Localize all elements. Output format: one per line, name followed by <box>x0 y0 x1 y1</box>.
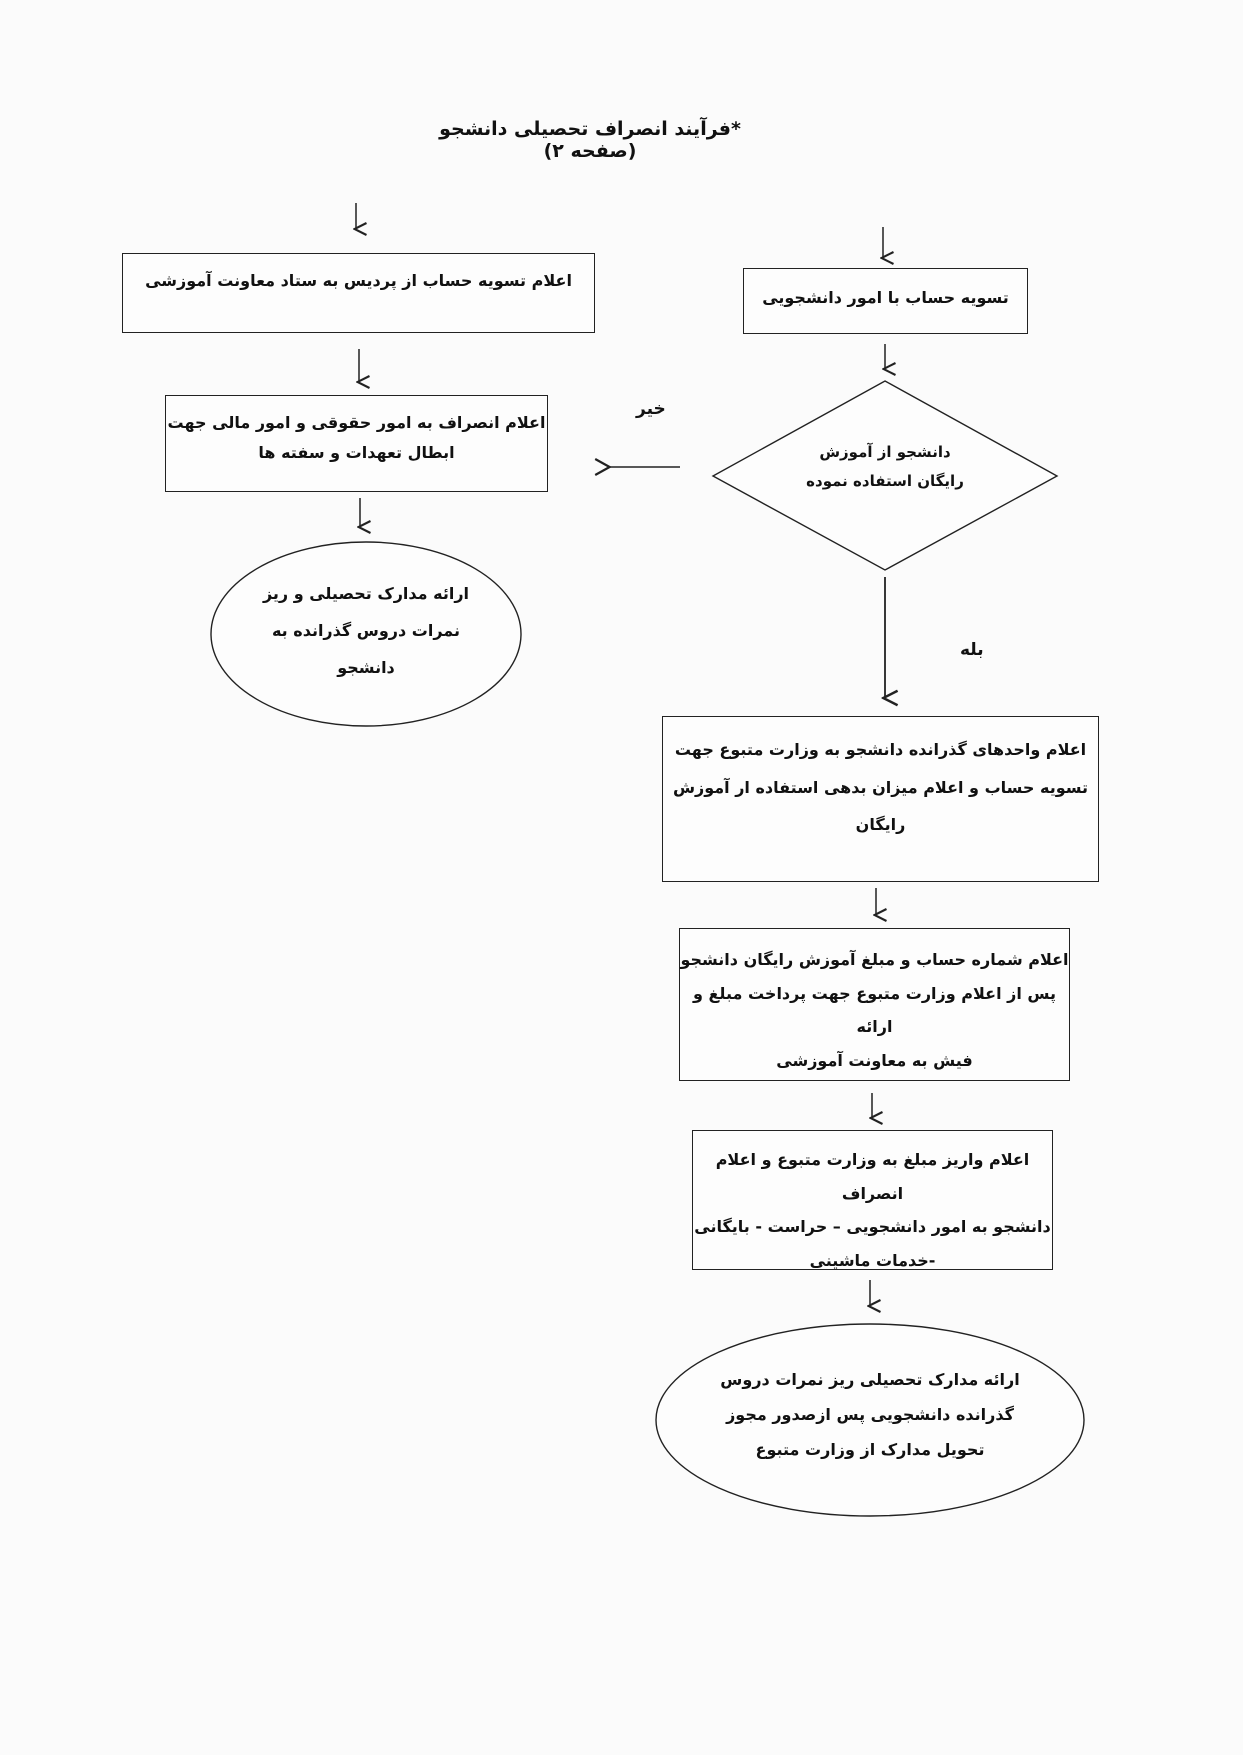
right-ellipse-line2: گذرانده دانشجویی پس ازصدور مجوز <box>726 1405 1014 1425</box>
right-box1-text: تسویه حساب با امور دانشجویی <box>762 288 1009 307</box>
right-box3-line1: اعلام شماره حساب و مبلغ آموزش رایگان دانشجو <box>680 950 1069 969</box>
left-box2-line1: اعلام انصراف به امور حقوقی و امور مالی جهت <box>167 413 546 432</box>
right-ellipse-line3: تحویل مدارک از وزارت متبوع <box>755 1440 985 1460</box>
right-box3-line2: پس از اعلام وزارت متبوع جهت پرداخت مبلغ و ارائه <box>692 983 1057 1037</box>
right-box4-line3: -خدمات ماشینی <box>809 1250 936 1270</box>
right-box-account-number <box>679 928 1070 1081</box>
right-box-student-affairs <box>743 268 1028 334</box>
no-label: خیر <box>636 399 666 419</box>
page-title: *فرآیند انصراف تحصیلی دانشجو (صفحه ۲) <box>439 118 741 162</box>
right-box4-line2: دانشجو به امور دانشجویی – حراست - بایگانی <box>694 1217 1051 1237</box>
right-box-ministry-units <box>662 716 1099 882</box>
left-box2-line2: ابطال تعهدات و سفته ها <box>258 443 455 463</box>
right-box-deposit-announcement <box>692 1130 1053 1270</box>
left-ellipse-line1: ارائه مدارک تحصیلی و ریز <box>262 584 470 603</box>
left-box-clearance-announcement <box>122 253 595 333</box>
yes-label: بله <box>960 640 984 660</box>
right-box4-line1: اعلام واریز مبلغ به وزارت متبوع و اعلام انصراف <box>715 1150 1030 1203</box>
decision-line2: رایگان استفاده نموده <box>806 472 964 491</box>
right-box2-line2: تسویه حساب و اعلام میزان بدهی استفاده ار آموزش <box>672 777 1089 797</box>
right-box2-line1: اعلام واحدهای گذرانده دانشجو به وزارت متبوع جهت <box>674 740 1087 759</box>
left-ellipse-line3: دانشجو <box>337 657 395 677</box>
left-box1-text: اعلام تسویه حساب از پردیس به ستاد معاونت آموزشی <box>145 271 572 290</box>
left-box-legal-financial <box>165 395 548 492</box>
decision-line1: دانشجو از آموزش <box>819 443 951 461</box>
right-box2-line3: رایگان <box>855 815 906 835</box>
right-ellipse-line1: ارائه مدارک تحصیلی ریز نمرات دروس <box>720 1370 1020 1389</box>
left-ellipse-text <box>236 576 496 686</box>
left-ellipse-line2: نمرات دروس گذرانده به <box>271 620 461 640</box>
right-box3-line3: فیش به معاونت آموزشی <box>776 1050 973 1070</box>
decision-text <box>775 438 995 497</box>
right-ellipse-text <box>690 1362 1050 1468</box>
